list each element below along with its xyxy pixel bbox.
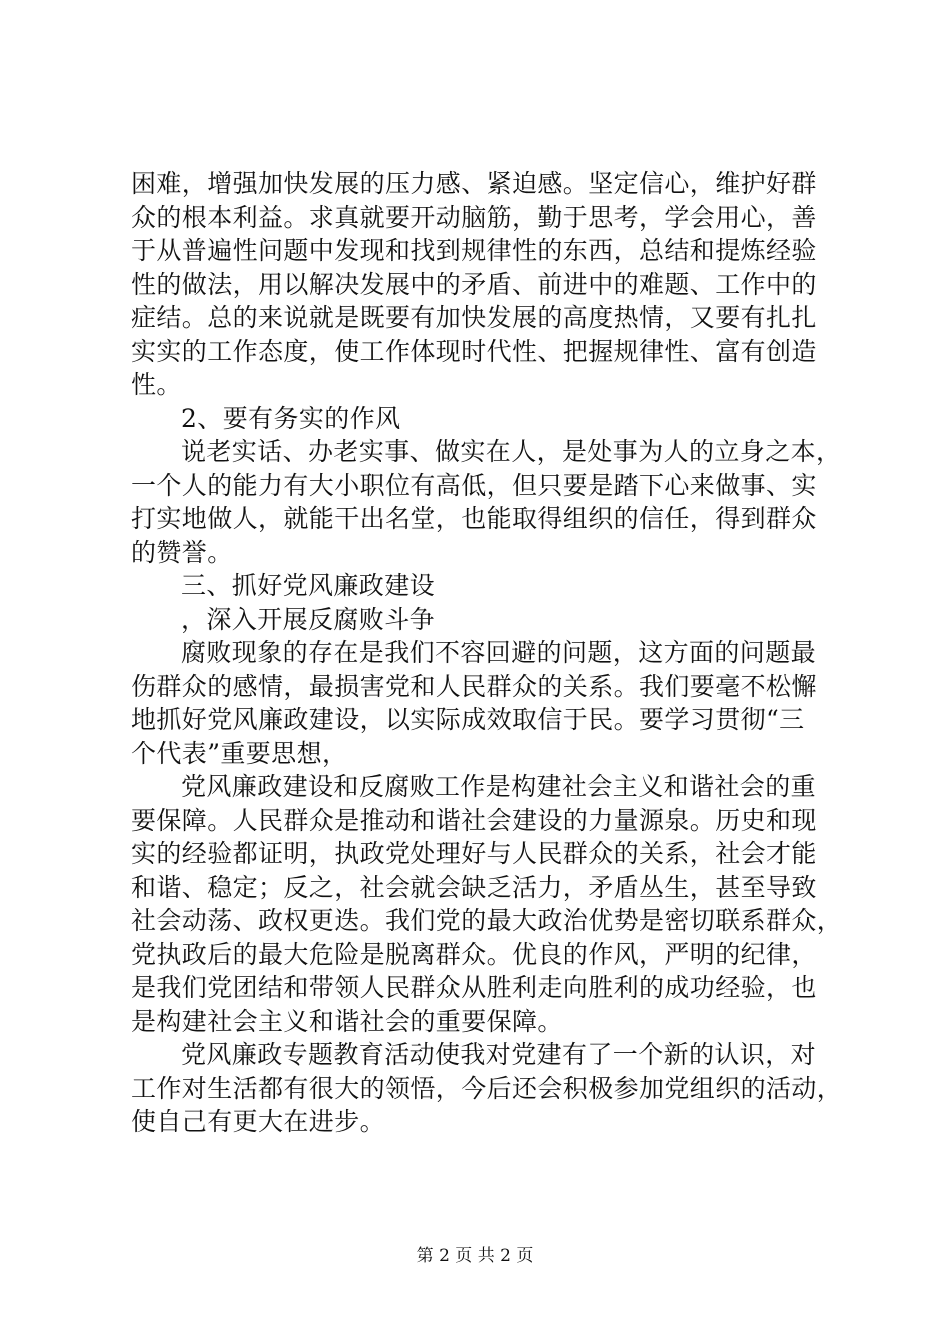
text-line: 实实的工作态度，使工作体现时代性、把握规律性、富有创造 — [131, 336, 817, 366]
text-line: 的赞誉。 — [131, 537, 233, 567]
text-line: 症结。总的来说就是既要有加快发展的高度热情，又要有扎扎 — [131, 303, 817, 332]
text-line: 个代表”重要思想， — [131, 738, 348, 768]
text-line: 党执政后的最大危险是脱离群众。优良的作风，严明的纪律， — [131, 939, 817, 969]
text-line: 工作对生活都有很大的领悟，今后还会积极参加党组织的活动， — [131, 1073, 843, 1103]
text-line: 实的经验都证明，执政党处理好与人民群众的关系，社会才能 — [131, 839, 817, 868]
text-line: 要保障。人民群众是推动和谐社会建设的力量源泉。历史和现 — [131, 805, 817, 835]
text-line: 打实地做人，就能干出名堂，也能取得组织的信任，得到群众 — [131, 504, 817, 533]
text-line: ，深入开展反腐败斗争 — [181, 604, 436, 634]
text-line: 使自己有更大在进步。 — [131, 1107, 386, 1136]
text-line: 2、要有务实的作风 — [181, 403, 401, 433]
text-line: 困难，增强加快发展的压力感、紧迫感。坚定信心，维护好群 — [131, 169, 817, 198]
text-line: 地抓好党风廉政建设，以实际成效取信于民。要学习贯彻“三 — [131, 705, 805, 734]
text-line: 三、抓好党风廉政建设 — [181, 571, 436, 600]
text-line: 性。 — [131, 370, 182, 399]
text-line: 伤群众的感情，最损害党和人民群众的关系。我们要毫不松懈 — [131, 671, 817, 701]
text-line: 一个人的能力有大小职位有高低，但只要是踏下心来做事、实 — [131, 470, 817, 500]
page-footer: 第 2 页 共 2 页 — [416, 1246, 534, 1266]
text-line: 众的根本利益。求真就要开动脑筋，勤于思考，学会用心，善 — [131, 202, 817, 232]
text-line: 党风廉政专题教育活动使我对党建有了一个新的认识，对 — [181, 1040, 817, 1069]
text-line: 于从普遍性问题中发现和找到规律性的东西，总结和提炼经验 — [131, 236, 817, 265]
text-line: 社会动荡、政权更迭。我们党的最大政治优势是密切联系群众， — [131, 906, 843, 935]
text-line: 和谐、稳定；反之，社会就会缺乏活力，矛盾丛生，甚至导致 — [131, 872, 817, 902]
text-line: 党风廉政建设和反腐败工作是构建社会主义和谐社会的重 — [181, 772, 817, 801]
text-line: 是构建社会主义和谐社会的重要保障。 — [131, 1006, 563, 1036]
text-line: 腐败现象的存在是我们不容回避的问题，这方面的问题最 — [181, 638, 817, 667]
text-line: 是我们党团结和带领人民群众从胜利走向胜利的成功经验，也 — [131, 973, 817, 1002]
document-body — [131, 167, 843, 1139]
text-line: 性的做法，用以解决发展中的矛盾、前进中的难题、工作中的 — [131, 269, 817, 299]
text-line: 说老实话、办老实事、做实在人，是处事为人的立身之本， — [181, 437, 842, 466]
